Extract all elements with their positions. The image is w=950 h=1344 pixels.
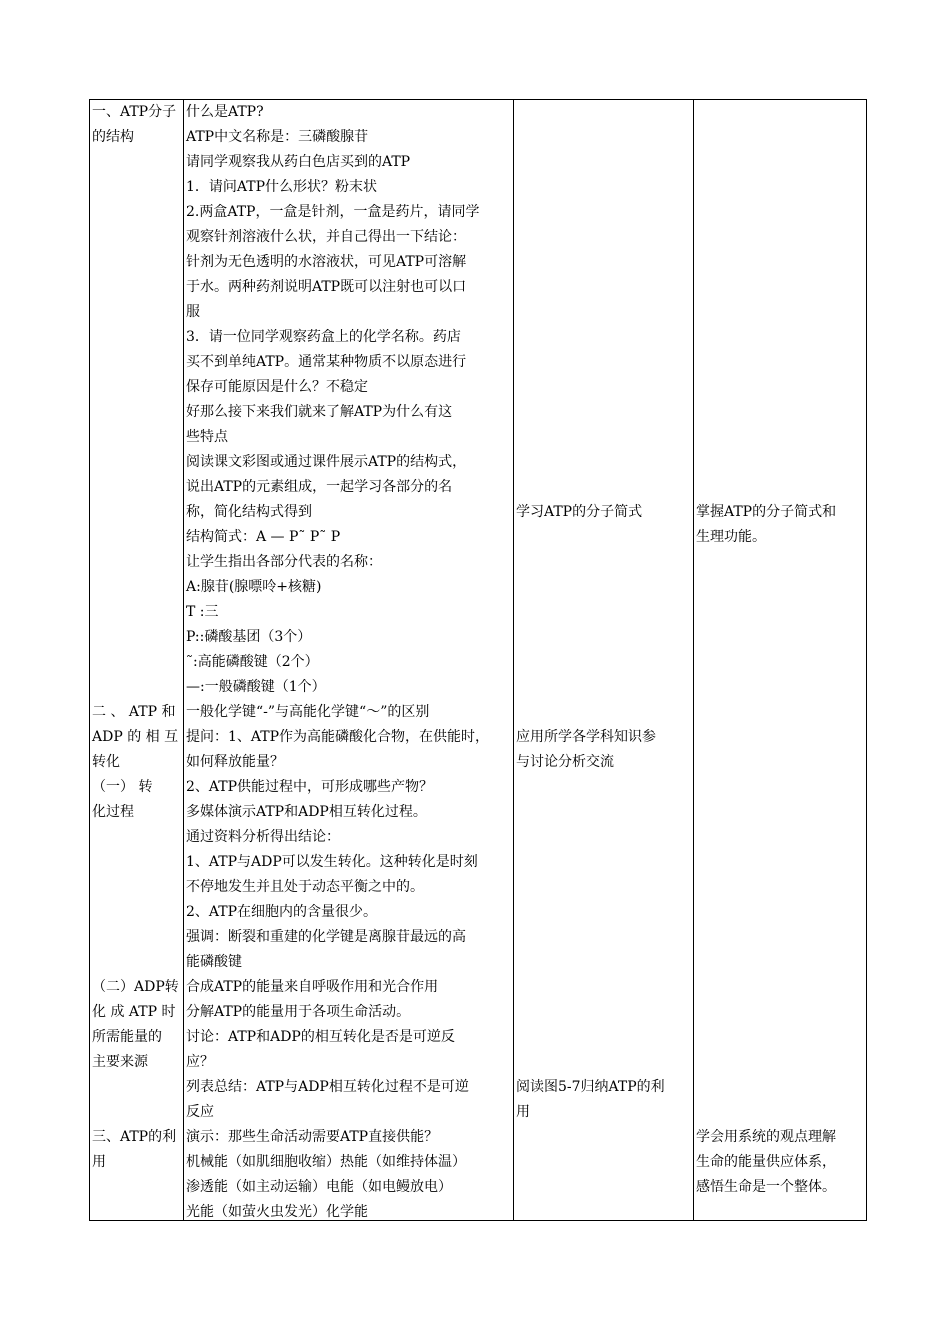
content-line: 说出ATP的元素组成，一起学习各部分的名 bbox=[186, 479, 453, 495]
content-line: 演示：那些生命活动需要ATP直接供能？ bbox=[186, 1129, 439, 1145]
section-title-line: ADP 的 相 互 bbox=[92, 729, 179, 745]
section-title-line: 所需能量的 bbox=[92, 1029, 162, 1045]
content-line: 列表总结：ATP与ADP相互转化过程不是可逆 bbox=[186, 1079, 469, 1095]
content-line: 光能（如萤火虫发光）化学能 bbox=[186, 1204, 368, 1220]
content-line: 1．请问ATP什么形状？粉末状 bbox=[186, 179, 378, 195]
content-line: 3．请一位同学观察药盒上的化学名称。药店 bbox=[186, 329, 461, 345]
column-divider bbox=[183, 100, 184, 1220]
objective-line: 学会用系统的观点理解 bbox=[696, 1129, 836, 1145]
content-line: 一般化学键“-”与高能化学键“～”的区别 bbox=[186, 704, 430, 720]
content-line: 服 bbox=[186, 304, 200, 320]
activity-line: 与讨论分析交流 bbox=[516, 754, 614, 770]
section-title-line: 一、ATP分子 bbox=[92, 104, 177, 120]
section-title-line: 转化 bbox=[92, 754, 120, 770]
activity-line: 学习ATP的分子简式 bbox=[516, 504, 643, 520]
column-divider bbox=[513, 100, 514, 1220]
content-line: T :三 bbox=[186, 604, 219, 620]
content-line: 通过资料分析得出结论： bbox=[186, 829, 340, 845]
section-title-line: 主要来源 bbox=[92, 1054, 148, 1070]
activity-line: 用 bbox=[516, 1104, 530, 1120]
content-line: ˜:高能磷酸键（2个） bbox=[186, 654, 319, 670]
section-title-line: 二 、 ATP 和 bbox=[92, 704, 176, 720]
content-line: 合成ATP的能量来自呼吸作用和光合作用 bbox=[186, 979, 439, 995]
objective-line: 感悟生命是一个整体。 bbox=[696, 1179, 836, 1195]
section-title-line: 化过程 bbox=[92, 804, 134, 820]
content-line: 提问：1、ATP作为高能磷酸化合物，在供能时， bbox=[186, 729, 490, 745]
objective-line: 生命的能量供应体系， bbox=[696, 1154, 836, 1170]
section-title-column bbox=[92, 100, 182, 1220]
content-line: 结构简式：A — P˜ P˜ P bbox=[186, 529, 341, 545]
content-line: 买不到单纯ATP。通常某种物质不以原态进行 bbox=[186, 354, 467, 370]
content-line: 保存可能原因是什么？不稳定 bbox=[186, 379, 368, 395]
objective-line: 生理功能。 bbox=[696, 529, 766, 545]
content-line: 好那么接下来我们就来了解ATP为什么有这 bbox=[186, 404, 453, 420]
content-line: ATP中文名称是：三磷酸腺苷 bbox=[186, 129, 369, 145]
section-title-line: 三、ATP的利 bbox=[92, 1129, 177, 1145]
content-line: 针剂为无色透明的水溶液状，可见ATP可溶解 bbox=[186, 254, 467, 270]
content-line: 机械能（如肌细胞收缩）热能（如维持体温） bbox=[186, 1154, 466, 1170]
content-line: —:一般磷酸键（1个） bbox=[186, 679, 326, 695]
content-line: 2、ATP供能过程中，可形成哪些产物？ bbox=[186, 779, 434, 795]
content-line: 能磷酸键 bbox=[186, 954, 242, 970]
section-title-line: （一） 转 bbox=[92, 779, 153, 795]
content-line: 让学生指出各部分代表的名称： bbox=[186, 554, 382, 570]
objective-line: 掌握ATP的分子简式和 bbox=[696, 504, 837, 520]
section-title-line: （二）ADP转 bbox=[92, 979, 179, 995]
content-line: 反应 bbox=[186, 1104, 214, 1120]
content-line: P::磷酸基团（3个） bbox=[186, 629, 312, 645]
content-line: 强调：断裂和重建的化学键是离腺苷最远的高 bbox=[186, 929, 466, 945]
content-line: 如何释放能量？ bbox=[186, 754, 284, 770]
content-line: 多媒体演示ATP和ADP相互转化过程。 bbox=[186, 804, 427, 820]
content-line: 2、ATP在细胞内的含量很少。 bbox=[186, 904, 378, 920]
student-activity-column bbox=[516, 100, 692, 1220]
section-title-line: 化 成 ATP 时 bbox=[92, 1004, 176, 1020]
content-line: A:腺苷(腺嘌呤+核糖) bbox=[186, 579, 322, 595]
column-divider bbox=[693, 100, 694, 1220]
content-line: 不停地发生并且处于动态平衡之中的。 bbox=[186, 879, 424, 895]
content-line: 请同学观察我从药白色店买到的ATP bbox=[186, 154, 411, 170]
content-line: 1、ATP与ADP可以发生转化。这种转化是时刻 bbox=[186, 854, 478, 870]
section-title-line: 用 bbox=[92, 1154, 106, 1170]
activity-line: 应用所学各学科知识参 bbox=[516, 729, 656, 745]
activity-line: 阅读图5-7归纳ATP的利 bbox=[516, 1079, 665, 1095]
content-line: 2.两盒ATP，一盒是针剂，一盒是药片，请同学 bbox=[186, 204, 480, 220]
content-line: 渗透能（如主动运输）电能（如电鳗放电） bbox=[186, 1179, 452, 1195]
lesson-table bbox=[89, 99, 867, 1221]
objective-column bbox=[696, 100, 866, 1220]
content-line: 阅读课文彩图或通过课件展示ATP的结构式， bbox=[186, 454, 467, 470]
content-line: 称，简化结构式得到 bbox=[186, 504, 312, 520]
content-line: 些特点 bbox=[186, 429, 228, 445]
teaching-content-column bbox=[186, 100, 512, 1220]
section-title-line: 的结构 bbox=[92, 129, 134, 145]
content-line: 应？ bbox=[186, 1054, 214, 1070]
content-line: 观察针剂溶液什么状，并自己得出一下结论： bbox=[186, 229, 466, 245]
content-line: 什么是ATP? bbox=[186, 104, 264, 120]
content-line: 于水。两种药剂说明ATP既可以注射也可以口 bbox=[186, 279, 467, 295]
content-line: 分解ATP的能量用于各项生命活动。 bbox=[186, 1004, 411, 1020]
content-line: 讨论：ATP和ADP的相互转化是否是可逆反 bbox=[186, 1029, 455, 1045]
